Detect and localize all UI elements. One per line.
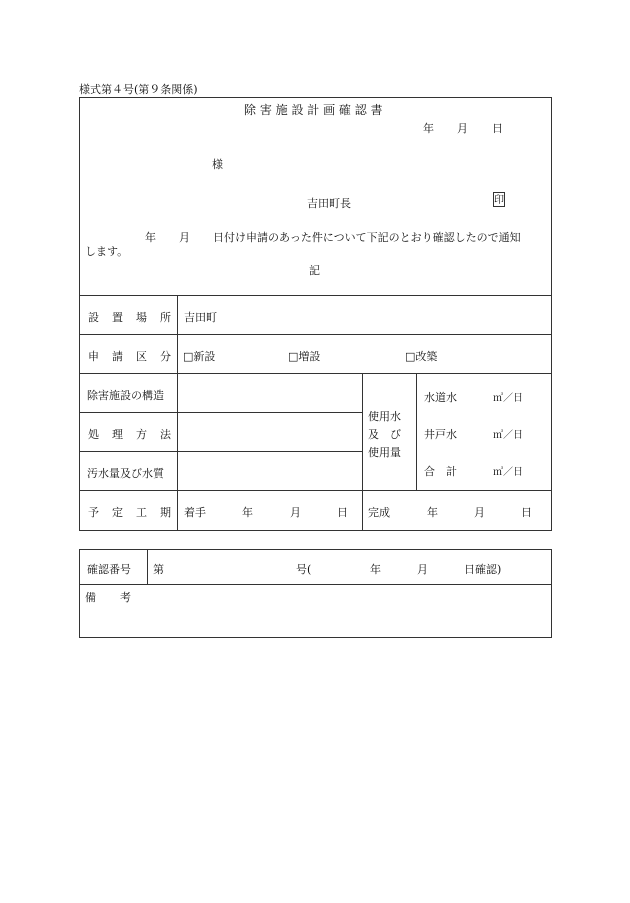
seal-mark: 印 bbox=[493, 192, 505, 207]
confirmation-go: 号( bbox=[296, 563, 312, 576]
rule bbox=[79, 490, 552, 491]
option-rebuild[interactable]: □改築 bbox=[405, 350, 438, 363]
start-day: 日 bbox=[337, 506, 348, 519]
start-label: 着手 bbox=[184, 506, 206, 519]
category-label-2: 請 bbox=[112, 350, 123, 363]
form-number: 様式第４号(第９条関係) bbox=[79, 83, 198, 96]
method-label-2: 理 bbox=[112, 428, 123, 441]
location-label-3: 場 bbox=[136, 311, 147, 324]
start-month: 月 bbox=[290, 506, 301, 519]
rule bbox=[79, 373, 552, 374]
date-day: 日 bbox=[492, 122, 503, 135]
issuer: 吉田町長 bbox=[307, 197, 351, 210]
end-day: 日 bbox=[521, 506, 532, 519]
water-use-label-2: 及 び bbox=[368, 428, 401, 441]
addressee-suffix: 様 bbox=[212, 158, 223, 171]
rule bbox=[79, 295, 552, 296]
rule bbox=[362, 373, 363, 531]
rule bbox=[79, 334, 552, 335]
tap-water-unit: ㎥／日 bbox=[493, 393, 523, 404]
category-label-1: 申 bbox=[88, 350, 99, 363]
location-label-2: 置 bbox=[112, 311, 123, 324]
end-year: 年 bbox=[427, 506, 438, 519]
notice-text: 日付け申請のあった件について下記のとおり確認したので通知 bbox=[213, 231, 521, 244]
schedule-label-3: 工 bbox=[136, 506, 147, 519]
schedule-label-2: 定 bbox=[112, 506, 123, 519]
confirmation-month: 月 bbox=[417, 563, 428, 576]
location-label-1: 設 bbox=[88, 311, 99, 324]
category-label-3: 区 bbox=[136, 350, 147, 363]
rule bbox=[416, 373, 417, 490]
confirmation-dai: 第 bbox=[153, 563, 164, 576]
method-label-3: 方 bbox=[136, 428, 147, 441]
tap-water-label: 水道水 bbox=[424, 391, 457, 404]
quality-label: 汚水量及び水質 bbox=[87, 467, 164, 480]
rule bbox=[177, 295, 178, 531]
start-year: 年 bbox=[242, 506, 253, 519]
end-month: 月 bbox=[474, 506, 485, 519]
confirmation-day: 日確認) bbox=[464, 563, 502, 576]
remarks-label-2: 考 bbox=[120, 591, 131, 604]
rule bbox=[79, 584, 552, 585]
notice-text-2: します。 bbox=[85, 245, 129, 258]
well-water-label: 井戸水 bbox=[424, 428, 457, 441]
rule bbox=[79, 451, 362, 452]
total-unit: ㎥／日 bbox=[493, 467, 523, 478]
schedule-label-4: 期 bbox=[160, 506, 171, 519]
notice-year: 年 bbox=[145, 231, 156, 244]
option-extend[interactable]: □増設 bbox=[288, 350, 321, 363]
method-label-1: 処 bbox=[88, 428, 99, 441]
option-new[interactable]: □新設 bbox=[183, 350, 216, 363]
category-label-4: 分 bbox=[160, 350, 171, 363]
schedule-label-1: 予 bbox=[88, 506, 99, 519]
form-title: 除 害 施 設 計 画 確 認 書 bbox=[244, 103, 383, 117]
total-label: 合 計 bbox=[424, 465, 457, 478]
confirmation-year: 年 bbox=[370, 563, 381, 576]
location-value: 吉田町 bbox=[184, 311, 217, 324]
water-use-label-3: 使用量 bbox=[368, 446, 401, 459]
water-use-label-1: 使用水 bbox=[368, 410, 401, 423]
date-year: 年 bbox=[423, 122, 434, 135]
ki-label: 記 bbox=[309, 264, 320, 277]
method-label-4: 法 bbox=[160, 428, 171, 441]
end-label: 完成 bbox=[368, 506, 390, 519]
notice-month: 月 bbox=[179, 231, 190, 244]
structure-label: 除害施設の構造 bbox=[87, 389, 164, 402]
location-label-4: 所 bbox=[160, 311, 171, 324]
rule bbox=[79, 412, 362, 413]
remarks-label-1: 備 bbox=[85, 591, 96, 604]
date-month: 月 bbox=[457, 122, 468, 135]
well-water-unit: ㎥／日 bbox=[493, 430, 523, 441]
rule bbox=[147, 549, 148, 584]
confirmation-label: 確認番号 bbox=[87, 563, 131, 576]
